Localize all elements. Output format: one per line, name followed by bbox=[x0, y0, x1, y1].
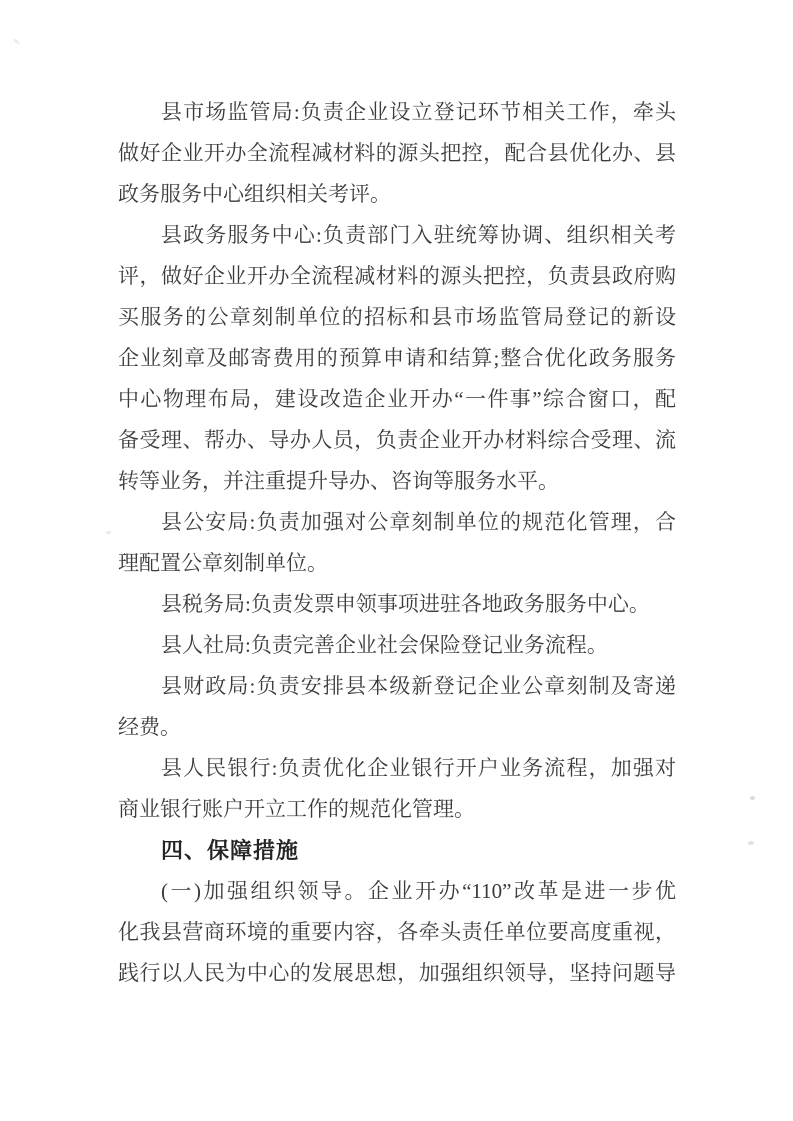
text-line: (一)加强组织领导。企业开办“110”改革是进一步优 bbox=[161, 879, 676, 903]
scan-speck bbox=[106, 531, 111, 534]
text-line: 县财政局:负责安排县本级新登记企业公章刻制及寄递 bbox=[161, 674, 676, 698]
paragraph bbox=[118, 748, 676, 830]
text-line: 中心物理布局，建设改造企业开办“一件事”综合窗口，配 bbox=[118, 387, 676, 411]
section-heading bbox=[118, 830, 676, 871]
text-line: 县人民银行:负责优化企业银行开户业务流程，加强对 bbox=[161, 756, 676, 780]
paragraph bbox=[118, 666, 676, 748]
text-line: 商业银行账户开立工作的规范化管理。 bbox=[118, 797, 475, 821]
text-line: 县税务局:负责发票申领事项进驻各地政务服务中心。 bbox=[161, 592, 650, 616]
text-line: 县人社局:负责完善企业社会保险登记业务流程。 bbox=[161, 633, 608, 657]
paragraph bbox=[118, 584, 676, 625]
text-line: 政务服务中心组织相关考评。 bbox=[118, 182, 391, 206]
text-line: 县市场监管局:负责企业设立登记环节相关工作，牵头 bbox=[161, 100, 676, 124]
paragraph bbox=[118, 871, 676, 994]
paragraph bbox=[118, 92, 676, 215]
text-line: 做好企业开办全流程减材料的源头把控，配合县优化办、县 bbox=[118, 141, 676, 165]
text-line: 转等业务，并注重提升导办、咨询等服务水平。 bbox=[118, 469, 559, 493]
scan-speck bbox=[13, 38, 20, 45]
paragraph bbox=[118, 215, 676, 502]
document-body bbox=[118, 92, 676, 994]
paragraph bbox=[118, 502, 676, 584]
paragraph bbox=[118, 625, 676, 666]
text-line: 四、保障措施 bbox=[161, 838, 300, 863]
scan-speck bbox=[748, 841, 754, 845]
text-line: 经费。 bbox=[118, 715, 181, 739]
scan-speck bbox=[750, 796, 755, 800]
text-line: 县政务服务中心:负责部门入驻统筹协调、组织相关考 bbox=[161, 223, 676, 247]
text-line: 化我县营商环境的重要内容，各牵头责任单位要高度重视， bbox=[118, 920, 676, 944]
text-line: 评，做好企业开办全流程减材料的源头把控，负责县政府购 bbox=[118, 264, 676, 288]
text-line: 买服务的公章刻制单位的招标和县市场监管局登记的新设 bbox=[118, 305, 676, 329]
text-line: 践行以人民为中心的发展思想，加强组织领导，坚持问题导 bbox=[118, 961, 676, 985]
text-line: 县公安局:负责加强对公章刻制单位的规范化管理，合 bbox=[161, 510, 676, 534]
text-line: 备受理、帮办、导办人员，负责企业开办材料综合受理、流 bbox=[118, 428, 676, 452]
text-line: 企业刻章及邮寄费用的预算申请和结算;整合优化政务服务 bbox=[118, 346, 676, 370]
text-line: 理配置公章刻制单位。 bbox=[118, 551, 328, 575]
